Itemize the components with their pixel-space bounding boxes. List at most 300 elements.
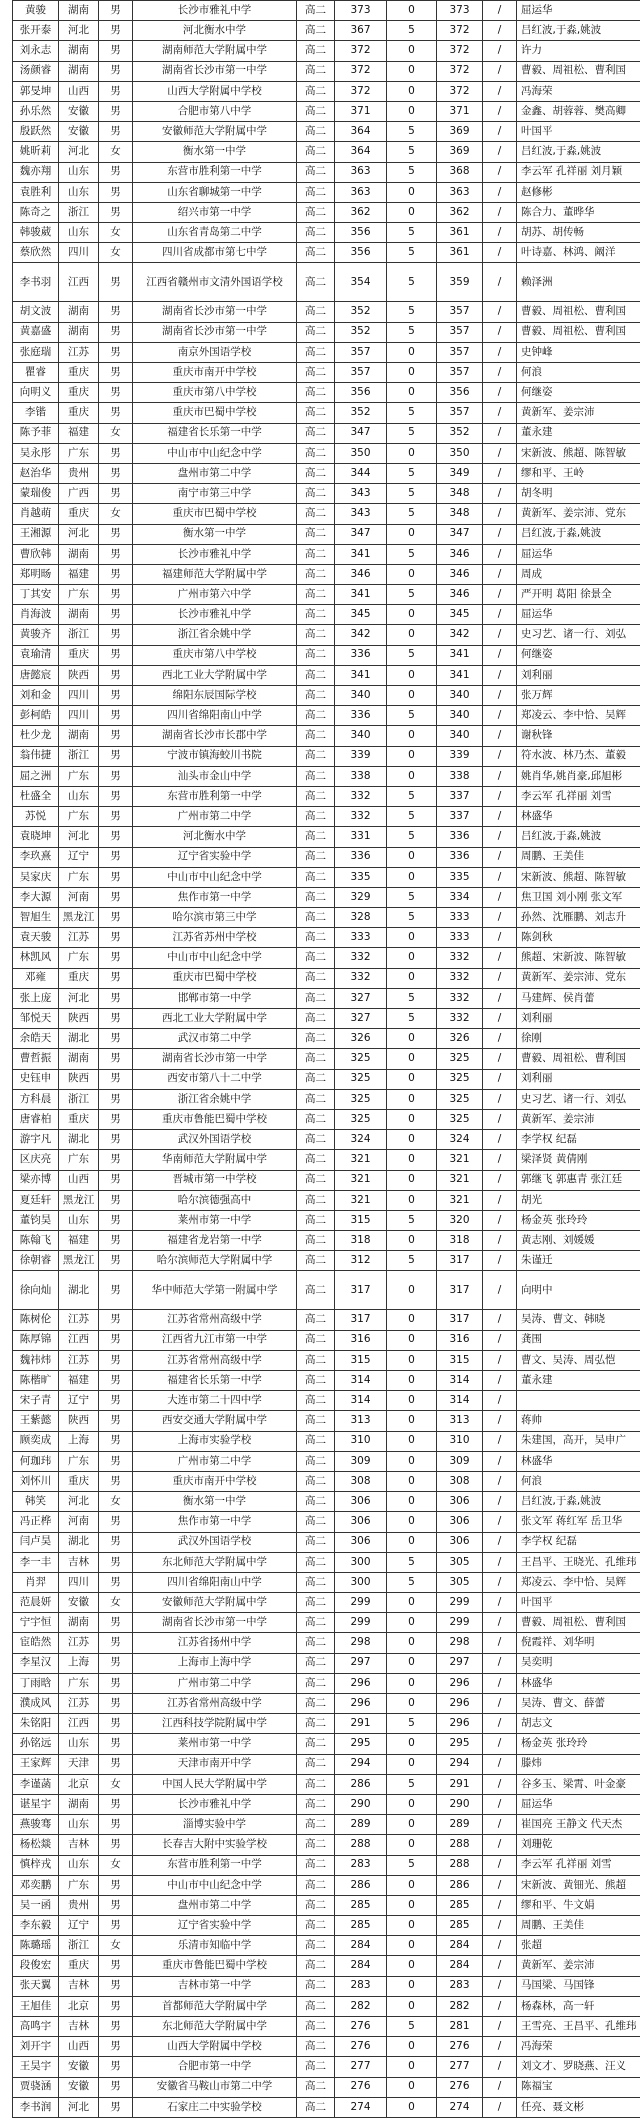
- table-row: [13, 2097, 640, 2117]
- grade-cell: 高二: [297, 142, 335, 162]
- coach-cell: 林盛华: [517, 1673, 640, 1693]
- coach-cell: 冯海荣: [517, 2037, 640, 2057]
- student-name-cell: 陈楷旷: [13, 1371, 59, 1391]
- bonus-cell: 0: [387, 1231, 437, 1251]
- total-score-cell: 289: [437, 1815, 483, 1835]
- gender-cell: 男: [99, 463, 133, 483]
- school-cell: 哈尔滨德强高中: [133, 1190, 297, 1210]
- school-cell: 中山市中山纪念中学: [133, 867, 297, 887]
- school-cell: 东营市胜利第一中学: [133, 162, 297, 182]
- gender-cell: 女: [99, 423, 133, 443]
- award-cell: /: [483, 1895, 517, 1915]
- grade-cell: 高二: [297, 1109, 335, 1129]
- table-row: [13, 726, 640, 746]
- province-cell: 吉林: [59, 1552, 99, 1572]
- gender-cell: 男: [99, 403, 133, 423]
- total-score-cell: 332: [437, 968, 483, 988]
- award-cell: /: [483, 243, 517, 263]
- gender-cell: 男: [99, 342, 133, 362]
- student-name-cell: 陈树伦: [13, 1310, 59, 1330]
- province-cell: 江西: [59, 1714, 99, 1734]
- coach-cell: 胡志文: [517, 1714, 640, 1734]
- score-cell: 336: [335, 645, 387, 665]
- grade-cell: 高二: [297, 1049, 335, 1069]
- bonus-cell: 0: [387, 1170, 437, 1190]
- table-row: [13, 948, 640, 968]
- school-cell: 安徽省马鞍山市第二中学: [133, 2077, 297, 2097]
- table-row: [13, 1310, 640, 1330]
- gender-cell: 男: [99, 887, 133, 907]
- school-cell: 江苏省扬州中学: [133, 1633, 297, 1653]
- school-cell: 江苏省常州高级中学: [133, 1310, 297, 1330]
- award-cell: /: [483, 564, 517, 584]
- score-cell: 331: [335, 827, 387, 847]
- table-row: [13, 1714, 640, 1734]
- province-cell: 江苏: [59, 928, 99, 948]
- gender-cell: 男: [99, 1170, 133, 1190]
- coach-cell: 何继姿: [517, 383, 640, 403]
- coach-cell: 孙然、沈雁鹏、刘志升: [517, 908, 640, 928]
- province-cell: 四川: [59, 686, 99, 706]
- table-row: [13, 887, 640, 907]
- award-cell: /: [483, 1371, 517, 1391]
- grade-cell: 高二: [297, 1956, 335, 1976]
- award-cell: /: [483, 948, 517, 968]
- score-cell: 357: [335, 342, 387, 362]
- student-name-cell: 陈厚锦: [13, 1330, 59, 1350]
- coach-cell: 林盛华: [517, 807, 640, 827]
- grade-cell: 高二: [297, 1895, 335, 1915]
- award-cell: /: [483, 1210, 517, 1230]
- coach-cell: 金鑫、胡蓉蓉、樊高卿: [517, 101, 640, 121]
- province-cell: 广东: [59, 585, 99, 605]
- coach-cell: 倪霞祥、刘华明: [517, 1633, 640, 1653]
- table-row: [13, 1411, 640, 1431]
- grade-cell: 高二: [297, 605, 335, 625]
- total-score-cell: 348: [437, 484, 483, 504]
- table-row: [13, 101, 640, 121]
- province-cell: 重庆: [59, 363, 99, 383]
- province-cell: 河北: [59, 524, 99, 544]
- grade-cell: 高二: [297, 544, 335, 564]
- grade-cell: 高二: [297, 342, 335, 362]
- table-row: [13, 1231, 640, 1251]
- province-cell: 贵州: [59, 1895, 99, 1915]
- school-cell: 广州市第二中学: [133, 1451, 297, 1471]
- school-cell: 四川省绵阳南山中学: [133, 706, 297, 726]
- province-cell: 福建: [59, 423, 99, 443]
- school-cell: 山东省青岛第二中学: [133, 223, 297, 243]
- gender-cell: 男: [99, 1532, 133, 1552]
- table-row: [13, 1532, 640, 1552]
- province-cell: 浙江: [59, 746, 99, 766]
- student-name-cell: 区庆亮: [13, 1150, 59, 1170]
- province-cell: 广东: [59, 948, 99, 968]
- school-cell: 山西大学附属中学校: [133, 2037, 297, 2057]
- total-score-cell: 276: [437, 2077, 483, 2097]
- student-name-cell: 王旭佳: [13, 1996, 59, 2016]
- gender-cell: 男: [99, 605, 133, 625]
- gender-cell: 男: [99, 686, 133, 706]
- score-cell: 339: [335, 746, 387, 766]
- table-row: [13, 1774, 640, 1794]
- grade-cell: 高二: [297, 1916, 335, 1936]
- award-cell: /: [483, 1936, 517, 1956]
- total-score-cell: 288: [437, 1855, 483, 1875]
- score-cell: 306: [335, 1492, 387, 1512]
- gender-cell: 男: [99, 383, 133, 403]
- gender-cell: 女: [99, 1774, 133, 1794]
- grade-cell: 高二: [297, 786, 335, 806]
- table-body: [13, 1, 640, 2118]
- coach-cell: 何浪: [517, 363, 640, 383]
- award-cell: /: [483, 1009, 517, 1029]
- student-name-cell: 屈之洲: [13, 766, 59, 786]
- score-cell: 288: [335, 1835, 387, 1855]
- grade-cell: 高二: [297, 908, 335, 928]
- province-cell: 福建: [59, 1231, 99, 1251]
- school-cell: 江西科技学院附属中学: [133, 1714, 297, 1734]
- award-cell: /: [483, 867, 517, 887]
- coach-cell: 朱建国，高开，吴申广: [517, 1431, 640, 1451]
- province-cell: 福建: [59, 564, 99, 584]
- bonus-cell: 0: [387, 746, 437, 766]
- score-cell: 356: [335, 383, 387, 403]
- coach-cell: 吕红波,于淼,姚波: [517, 142, 640, 162]
- province-cell: 广东: [59, 766, 99, 786]
- student-name-cell: 高鸣宇: [13, 2017, 59, 2037]
- total-score-cell: 286: [437, 1875, 483, 1895]
- grade-cell: 高二: [297, 625, 335, 645]
- gender-cell: 男: [99, 645, 133, 665]
- student-name-cell: 王湘源: [13, 524, 59, 544]
- table-row: [13, 1855, 640, 1875]
- grade-cell: 高二: [297, 746, 335, 766]
- coach-cell: 刘利丽: [517, 1069, 640, 1089]
- school-cell: 江苏省苏州中学校: [133, 928, 297, 948]
- coach-cell: 杨金英 张玲玲: [517, 1210, 640, 1230]
- coach-cell: 宋新波、黄钿光、熊超: [517, 1875, 640, 1895]
- province-cell: 湖北: [59, 1532, 99, 1552]
- province-cell: 广东: [59, 1451, 99, 1471]
- table-row: [13, 766, 640, 786]
- award-cell: /: [483, 403, 517, 423]
- province-cell: 湖北: [59, 1271, 99, 1310]
- school-cell: 长沙市雅礼中学: [133, 544, 297, 564]
- bonus-cell: 5: [387, 1572, 437, 1592]
- bonus-cell: 5: [387, 1855, 437, 1875]
- score-cell: 329: [335, 887, 387, 907]
- score-cell: 327: [335, 1009, 387, 1029]
- score-cell: 352: [335, 302, 387, 322]
- province-cell: 河北: [59, 827, 99, 847]
- gender-cell: 男: [99, 263, 133, 302]
- score-cell: 327: [335, 988, 387, 1008]
- table-row: [13, 1451, 640, 1471]
- student-name-cell: 张开泰: [13, 21, 59, 41]
- score-cell: 306: [335, 1532, 387, 1552]
- total-score-cell: 299: [437, 1593, 483, 1613]
- coach-cell: 曹毅、周祖松、曹利国: [517, 61, 640, 81]
- bonus-cell: 0: [387, 686, 437, 706]
- total-score-cell: 347: [437, 524, 483, 544]
- coach-cell: 王昌平、王晓光、孔维玮: [517, 1552, 640, 1572]
- coach-cell: 龚围: [517, 1330, 640, 1350]
- province-cell: 广东: [59, 443, 99, 463]
- score-cell: 315: [335, 1210, 387, 1230]
- school-cell: 南宁市第三中学: [133, 484, 297, 504]
- coach-cell: 梁泽贤 黄倩刚: [517, 1150, 640, 1170]
- gender-cell: 男: [99, 665, 133, 685]
- coach-cell: 吴涛、曹文、韩晓: [517, 1310, 640, 1330]
- award-cell: /: [483, 223, 517, 243]
- student-name-cell: 丁其安: [13, 585, 59, 605]
- grade-cell: 高二: [297, 1855, 335, 1875]
- award-cell: /: [483, 1330, 517, 1350]
- total-score-cell: 316: [437, 1330, 483, 1350]
- coach-cell: 胡冬明: [517, 484, 640, 504]
- province-cell: 重庆: [59, 968, 99, 988]
- total-score-cell: 310: [437, 1431, 483, 1451]
- table-row: [13, 1170, 640, 1190]
- coach-cell: 吕红波,于淼,姚波: [517, 524, 640, 544]
- gender-cell: 男: [99, 1330, 133, 1350]
- province-cell: 江苏: [59, 342, 99, 362]
- score-cell: 274: [335, 2097, 387, 2117]
- table-row: [13, 263, 640, 302]
- grade-cell: 高二: [297, 706, 335, 726]
- gender-cell: 男: [99, 443, 133, 463]
- award-cell: /: [483, 1029, 517, 1049]
- student-name-cell: 刘永志: [13, 41, 59, 61]
- province-cell: 重庆: [59, 645, 99, 665]
- gender-cell: 男: [99, 1009, 133, 1029]
- student-name-cell: 孙乐然: [13, 101, 59, 121]
- award-cell: /: [483, 1653, 517, 1673]
- student-name-cell: 李玖熹: [13, 847, 59, 867]
- grade-cell: 高二: [297, 1271, 335, 1310]
- coach-cell: 许力: [517, 41, 640, 61]
- grade-cell: 高二: [297, 645, 335, 665]
- grade-cell: 高二: [297, 1593, 335, 1613]
- grade-cell: 高二: [297, 686, 335, 706]
- coach-cell: 赵修彬: [517, 182, 640, 202]
- province-cell: 安徽: [59, 122, 99, 142]
- bonus-cell: 0: [387, 1794, 437, 1814]
- gender-cell: 男: [99, 2057, 133, 2077]
- province-cell: 江西: [59, 1330, 99, 1350]
- school-cell: 湖南省长沙市长郡中学: [133, 726, 297, 746]
- total-score-cell: 340: [437, 686, 483, 706]
- school-cell: 江西省赣州市文清外国语学校: [133, 263, 297, 302]
- bonus-cell: 0: [387, 363, 437, 383]
- province-cell: 黑龙江: [59, 908, 99, 928]
- province-cell: 安徽: [59, 2057, 99, 2077]
- total-score-cell: 309: [437, 1451, 483, 1471]
- table-row: [13, 182, 640, 202]
- award-cell: /: [483, 1593, 517, 1613]
- student-name-cell: 肖羿: [13, 1572, 59, 1592]
- score-cell: 296: [335, 1694, 387, 1714]
- table-row: [13, 625, 640, 645]
- total-score-cell: 337: [437, 786, 483, 806]
- student-name-cell: 李书羽: [13, 263, 59, 302]
- coach-cell: 李学权 纪磊: [517, 1130, 640, 1150]
- student-name-cell: 杨松燚: [13, 1835, 59, 1855]
- province-cell: 广东: [59, 1150, 99, 1170]
- bonus-cell: 5: [387, 1774, 437, 1794]
- award-cell: /: [483, 1451, 517, 1471]
- award-cell: /: [483, 1350, 517, 1370]
- award-cell: /: [483, 1855, 517, 1875]
- gender-cell: 男: [99, 162, 133, 182]
- coach-cell: 郭继飞 郭惠青 张江廷: [517, 1170, 640, 1190]
- school-cell: 西安市第八十二中学: [133, 1069, 297, 1089]
- school-cell: 大连市第二十四中学: [133, 1391, 297, 1411]
- coach-cell: 焦卫国 刘小刚 张文军: [517, 887, 640, 907]
- bonus-cell: 0: [387, 1471, 437, 1491]
- award-cell: /: [483, 1109, 517, 1129]
- grade-cell: 高二: [297, 1009, 335, 1029]
- total-score-cell: 281: [437, 2017, 483, 2037]
- bonus-cell: 5: [387, 302, 437, 322]
- table-row: [13, 463, 640, 483]
- school-cell: 邯郸市第一中学: [133, 988, 297, 1008]
- table-row: [13, 827, 640, 847]
- table-row: [13, 968, 640, 988]
- student-name-cell: 瞿睿: [13, 363, 59, 383]
- total-score-cell: 297: [437, 1653, 483, 1673]
- school-cell: 汕头市金山中学: [133, 766, 297, 786]
- student-name-cell: 张上庞: [13, 988, 59, 1008]
- bonus-cell: 0: [387, 1633, 437, 1653]
- coach-cell: 黄新军、姜宗沛: [517, 1956, 640, 1976]
- province-cell: 湖北: [59, 1130, 99, 1150]
- table-row: [13, 383, 640, 403]
- grade-cell: 高二: [297, 403, 335, 423]
- coach-cell: 崔国亮 王静文 代天杰: [517, 1815, 640, 1835]
- bonus-cell: 0: [387, 1451, 437, 1471]
- student-name-cell: 邓雍: [13, 968, 59, 988]
- score-cell: 332: [335, 948, 387, 968]
- gender-cell: 女: [99, 223, 133, 243]
- school-cell: 重庆市南开中学校: [133, 363, 297, 383]
- table-row: [13, 1009, 640, 1029]
- table-row: [13, 524, 640, 544]
- school-cell: 合肥市第一中学: [133, 2057, 297, 2077]
- bonus-cell: 5: [387, 786, 437, 806]
- bonus-cell: 0: [387, 2097, 437, 2117]
- table-row: [13, 484, 640, 504]
- award-cell: /: [483, 182, 517, 202]
- school-cell: 衡水第一中学: [133, 524, 297, 544]
- province-cell: 山西: [59, 81, 99, 101]
- total-score-cell: 337: [437, 807, 483, 827]
- student-name-cell: 杜少龙: [13, 726, 59, 746]
- score-cell: 285: [335, 1916, 387, 1936]
- total-score-cell: 372: [437, 21, 483, 41]
- grade-cell: 高二: [297, 2017, 335, 2037]
- award-cell: /: [483, 847, 517, 867]
- award-cell: /: [483, 1231, 517, 1251]
- school-cell: 中国人民大学附属中学: [133, 1774, 297, 1794]
- gender-cell: 男: [99, 988, 133, 1008]
- score-cell: 306: [335, 1512, 387, 1532]
- province-cell: 四川: [59, 706, 99, 726]
- student-name-cell: 王紫懿: [13, 1411, 59, 1431]
- table-row: [13, 988, 640, 1008]
- gender-cell: 男: [99, 322, 133, 342]
- grade-cell: 高二: [297, 1653, 335, 1673]
- province-cell: 四川: [59, 1572, 99, 1592]
- grade-cell: 高二: [297, 1190, 335, 1210]
- score-cell: 332: [335, 786, 387, 806]
- total-score-cell: 349: [437, 463, 483, 483]
- student-name-cell: 蒙瑞俊: [13, 484, 59, 504]
- bonus-cell: 0: [387, 1734, 437, 1754]
- coach-cell: 朱谨迁: [517, 1251, 640, 1271]
- score-cell: 284: [335, 1936, 387, 1956]
- gender-cell: 男: [99, 807, 133, 827]
- gender-cell: 男: [99, 81, 133, 101]
- award-cell: /: [483, 21, 517, 41]
- grade-cell: 高二: [297, 1835, 335, 1855]
- award-cell: /: [483, 504, 517, 524]
- school-cell: 武汉外国语学校: [133, 1130, 297, 1150]
- province-cell: 贵州: [59, 463, 99, 483]
- bonus-cell: 0: [387, 383, 437, 403]
- bonus-cell: 5: [387, 1552, 437, 1572]
- bonus-cell: 0: [387, 1049, 437, 1069]
- score-cell: 317: [335, 1271, 387, 1310]
- school-cell: 宁波市镇海蛟川书院: [133, 746, 297, 766]
- score-cell: 354: [335, 263, 387, 302]
- total-score-cell: 285: [437, 1916, 483, 1936]
- score-cell: 341: [335, 585, 387, 605]
- school-cell: 四川省绵阳南山中学: [133, 1572, 297, 1592]
- score-cell: 295: [335, 1734, 387, 1754]
- province-cell: 浙江: [59, 625, 99, 645]
- coach-cell: 张万辉: [517, 686, 640, 706]
- score-cell: 328: [335, 908, 387, 928]
- grade-cell: 高二: [297, 807, 335, 827]
- score-cell: 373: [335, 1, 387, 21]
- coach-cell: 周鹏、王美佳: [517, 1916, 640, 1936]
- bonus-cell: 5: [387, 645, 437, 665]
- score-cell: 300: [335, 1572, 387, 1592]
- school-cell: 盘州市第二中学: [133, 463, 297, 483]
- school-cell: 焦作市第一中学: [133, 1512, 297, 1532]
- coach-cell: 曹毅、周祖松、曹利国: [517, 1049, 640, 1069]
- coach-cell: 史习艺、诸一行、刘弘: [517, 1089, 640, 1109]
- award-cell: /: [483, 1815, 517, 1835]
- coach-cell: 胡光: [517, 1190, 640, 1210]
- student-name-cell: 李书润: [13, 2097, 59, 2117]
- grade-cell: 高二: [297, 1552, 335, 1572]
- award-cell: /: [483, 1069, 517, 1089]
- grade-cell: 高二: [297, 302, 335, 322]
- total-score-cell: 357: [437, 302, 483, 322]
- total-score-cell: 342: [437, 625, 483, 645]
- province-cell: 上海: [59, 1431, 99, 1451]
- grade-cell: 高二: [297, 1411, 335, 1431]
- award-cell: /: [483, 443, 517, 463]
- score-cell: 338: [335, 766, 387, 786]
- coach-cell: 黄新军、姜宗沛、党东: [517, 504, 640, 524]
- total-score-cell: 346: [437, 585, 483, 605]
- coach-cell: 刘利丽: [517, 1009, 640, 1029]
- bonus-cell: 0: [387, 1653, 437, 1673]
